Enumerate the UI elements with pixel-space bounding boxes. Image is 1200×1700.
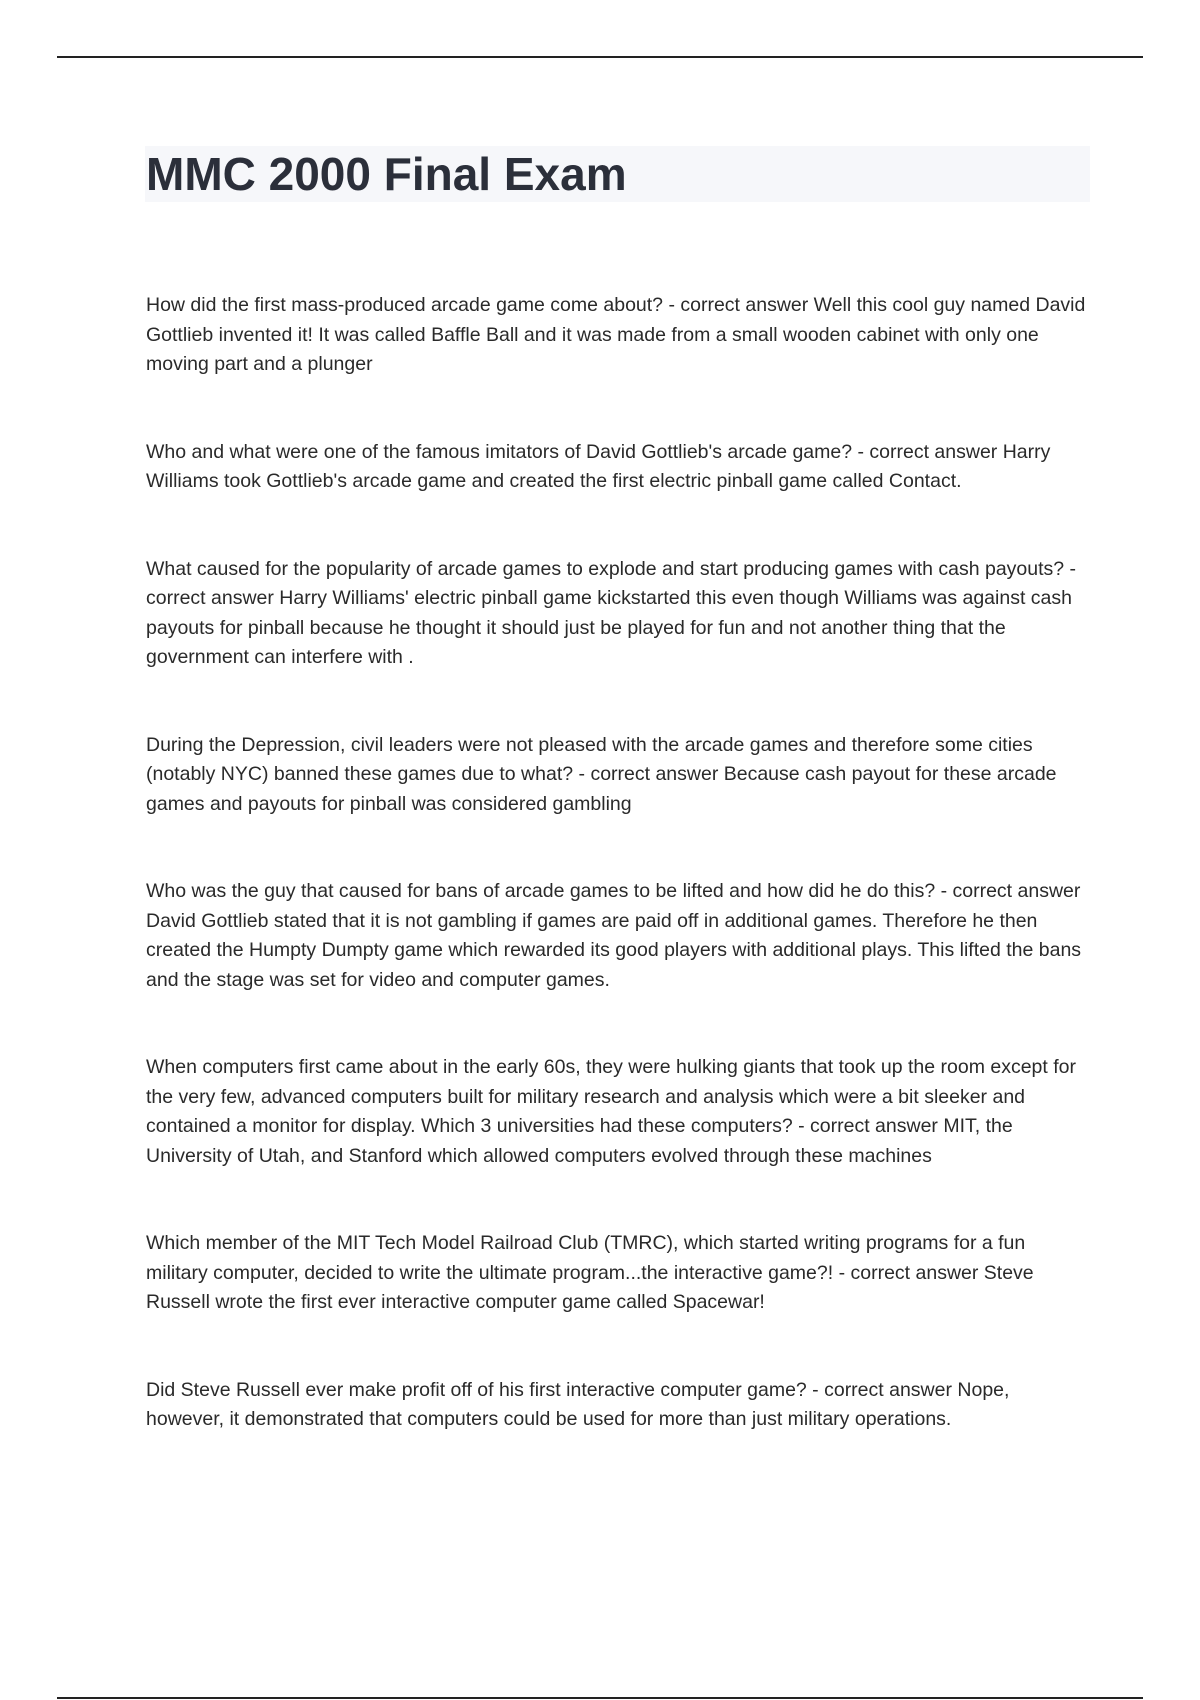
answer-text: MIT, the University of Utah, and Stanford which allowed computers evolved through these machines <box>146 1115 1013 1167</box>
answer-separator: - correct answer <box>792 1115 944 1137</box>
question-text: When computers first came about in the early 60s, they were hulking giants that took up the room except for the very few, advanced computers built for military research and analysis which were a bit sleeker and contained a monitor for display. Which 3 universities had these computers? <box>146 1056 1076 1137</box>
question-text: How did the first mass-produced arcade game come about? <box>146 294 664 316</box>
answer-text: Because cash payout for these arcade games and payouts for pinball was considered gambling <box>146 763 1057 815</box>
question-text: Did Steve Russell ever make profit off of his first interactive computer game? <box>146 1378 807 1401</box>
answer-separator: - correct answer <box>833 1261 984 1284</box>
answer-separator: - correct answer <box>852 440 1003 463</box>
qa-list <box>146 291 1086 1493</box>
answer-text: Well this cool guy named David Gottlieb invented it! It was called Baffle Ball and it was made from a small wooden cabinet with only one moving part and a plunger <box>146 294 1086 375</box>
qa-item <box>146 1229 1086 1318</box>
answer-text: Nope, however, it demonstrated that computers could be used for more than just military operations. <box>146 1378 1010 1430</box>
footer-rule <box>57 1697 1143 1699</box>
answer-separator: - correct answer <box>806 1378 958 1401</box>
question-text: Who and what were one of the famous imitators of David Gottlieb's arcade game? <box>146 440 853 463</box>
question-text: Who was the guy that caused for bans of arcade games to be lifted and how did he do this? <box>146 880 936 902</box>
answer-separator: - correct answer <box>573 763 724 785</box>
question-text: What caused for the popularity of arcade games to explode and start producing games with cash payouts? <box>146 557 1065 580</box>
header-rule <box>57 56 1143 58</box>
question-text: During the Depression, civil leaders were not pleased with the arcade games and therefore some cities (notably NYC) banned these games due to what? <box>146 733 1033 785</box>
qa-item <box>146 438 1086 497</box>
qa-item <box>146 877 1086 995</box>
qa-item <box>146 291 1086 380</box>
answer-separator: - correct answer <box>663 294 814 316</box>
qa-item <box>146 555 1086 673</box>
answer-separator: - correct answer <box>146 557 1077 609</box>
qa-item <box>146 1053 1086 1171</box>
answer-text: David Gottlieb stated that it is not gambling if games are paid off in additional games. Therefore he then created the Humpty Dumpty game which rewarded its good players with additional plays. This lifted the bans and the stage was set for video and computer games. <box>146 909 1082 991</box>
answer-separator: - correct answer <box>935 880 1081 902</box>
answer-text: Harry Williams' electric pinball game kickstarted this even though Williams was against cash payouts for pinball because he thought it should just be played for fun and not another thing that the government can interfere with . <box>146 587 1072 668</box>
answer-text: Steve Russell wrote the first ever interactive computer game called Spacewar! <box>146 1261 1034 1313</box>
question-text: Which member of the MIT Tech Model Railroad Club (TMRC), which started writing programs for a fun military computer, decided to write the ultimate program...the interactive game?! <box>146 1232 1026 1284</box>
qa-item <box>146 1376 1086 1435</box>
qa-item <box>146 731 1086 820</box>
answer-text: Harry Williams took Gottlieb's arcade game and created the first electric pinball game called Contact. <box>146 440 1051 492</box>
page-title: MMC 2000 Final Exam <box>146 148 627 200</box>
